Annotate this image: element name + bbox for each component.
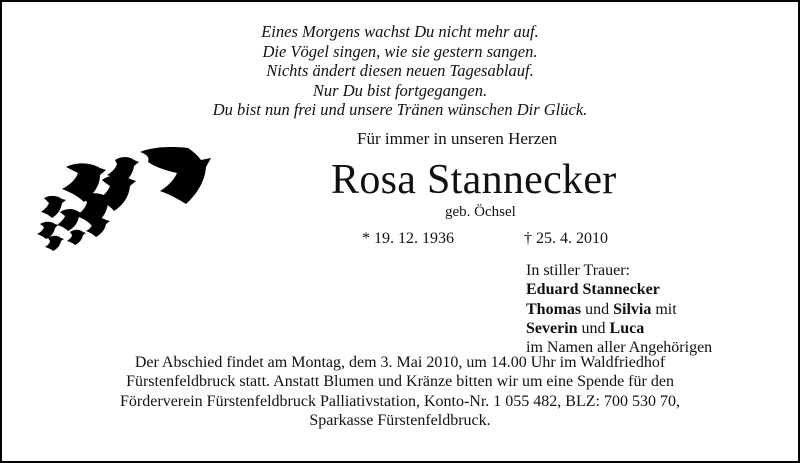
poem (0, 22, 800, 120)
connector-text: und (577, 319, 610, 337)
birth-date: * 19. 12. 1936 (362, 230, 454, 247)
notice-line: Förderverein Fürstenfeldbruck Palliativstation, Konto-Nr. 1 055 482, BLZ: 700 530 70, (120, 392, 680, 410)
connector-text: und (581, 300, 614, 318)
death-date: † 25. 4. 2010 (524, 230, 608, 247)
funeral-notice (0, 353, 800, 431)
mourner-name: Luca (609, 319, 645, 337)
notice-line: Fürstenfeldbruck statt. Anstatt Blumen und Kränze bitten wir um eine Spende für den (126, 373, 674, 391)
mourner-name: Severin (526, 319, 578, 337)
poem-line: Du bist nun frei und unsere Tränen wünschen Dir Glück. (212, 100, 588, 120)
poem-line: Eines Morgens wachst Du nicht mehr auf. (261, 22, 539, 41)
connector-text: mit (651, 300, 677, 318)
mourners-line (526, 300, 712, 319)
mourners-intro: In stiller Trauer: (526, 262, 630, 279)
deceased-name: Rosa Stannecker (331, 157, 617, 203)
notice-line: Der Abschied findet am Montag, dem 3. Mai 2010, um 14.00 Uhr im Waldfriedhof (134, 354, 666, 371)
poem-line: Die Vögel singen, wie sie gestern sangen. (262, 41, 538, 61)
dedication: Für immer in unseren Herzen (357, 129, 558, 148)
flying-birds-icon (30, 142, 215, 252)
poem-line: Nur Du bist fortgegangen. (312, 80, 488, 100)
mourners-line (526, 319, 712, 338)
mourner-name: Thomas (526, 300, 582, 318)
mourner-name: Eduard Stannecker (526, 281, 660, 299)
poem-line: Nichts ändert diesen neuen Tagesablauf. (266, 61, 534, 81)
mourners-block (526, 261, 712, 357)
notice-line: Sparkasse Fürstenfeldbruck. (309, 412, 491, 430)
mourners-closing: im Namen aller Angehörigen (526, 339, 713, 357)
birth-name: geb. Öchsel (445, 204, 516, 220)
mourner-name: Silvia (613, 300, 652, 318)
